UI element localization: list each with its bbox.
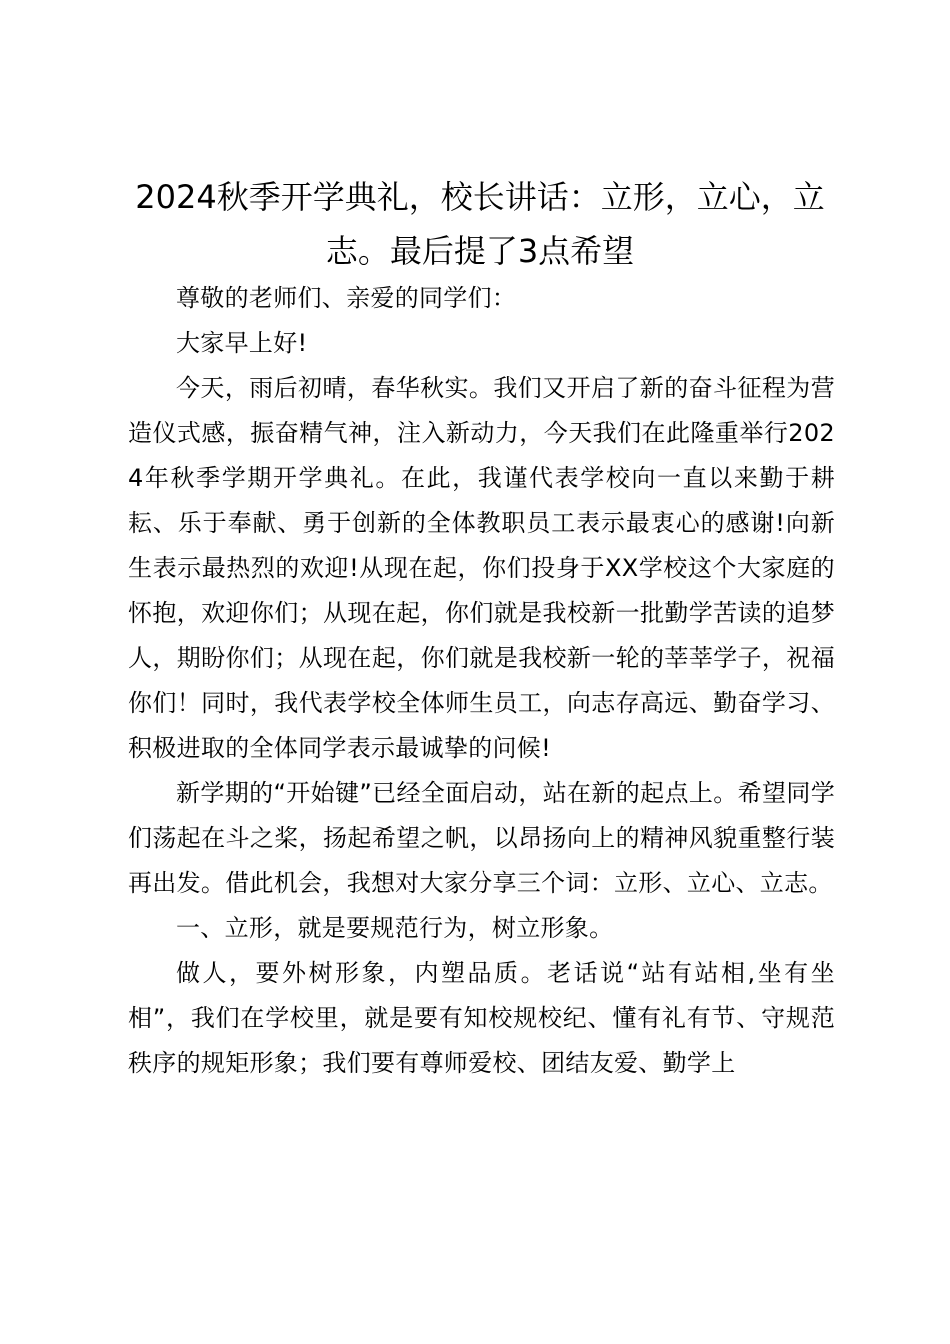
salutation-paragraph: 尊敬的老师们、亲爱的同学们： <box>176 284 517 312</box>
document-body <box>128 276 835 1086</box>
body-paragraph: 做人，要外树形象，内塑品质。老话说“站有站相,坐有坐相”，我们在学校里，就是要有知校规校纪、懂有礼有节、守规范秩序的规矩形象；我们要有尊师爱校、团结友爱、勤学上 <box>128 959 835 1077</box>
section-heading: 一、立形，就是要规范行为，树立形象。 <box>176 914 614 942</box>
body-paragraph: 今天，雨后初晴，春华秋实。我们又开启了新的奋斗征程为营造仪式感，振奋精气神，注入新动力，今天我们在此隆重举行2024年秋季学期开学典礼。在此，我谨代表学校向一直以来勤于耕耘、乐于奉献、勇于创新的全体教职员工表示最衷心的感谢!向新生表示最热烈的欢迎!从现在起，你们投身于XX学校这个大家庭的怀抱，欢迎你们；从现在起，你们就是我校新一批勤学苦读的追梦人，期盼你们；从现在起，你们就是我校新一轮的莘莘学子，祝福你们！同时，我代表学校全体师生员工，向志存高远、勤奋学习、积极进取的全体同学表示最诚挚的问候! <box>128 374 835 762</box>
greeting-paragraph: 大家早上好! <box>176 329 308 357</box>
body-paragraph: 新学期的“开始键”已经全面启动，站在新的起点上。希望同学们荡起在斗之桨，扬起希望之帆，以昂扬向上的精神风貌重整行装再出发。借此机会，我想对大家分享三个词：立形、立心、立志。 <box>128 779 835 897</box>
document-title: 2024秋季开学典礼，校长讲话：立形，立心，立志。最后提了3点希望 <box>135 178 825 270</box>
